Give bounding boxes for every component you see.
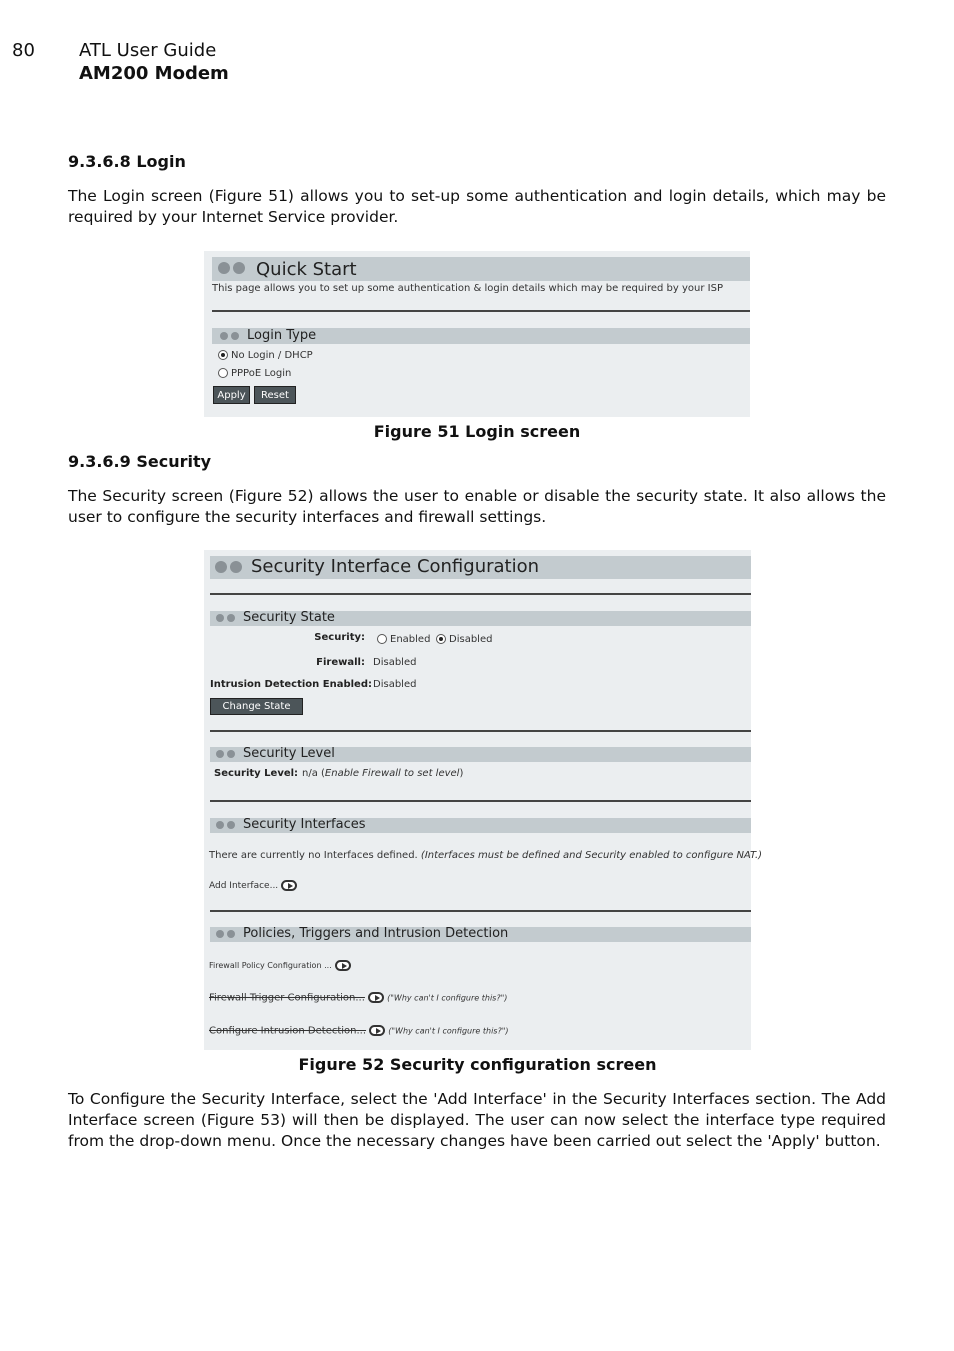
section-dots-icon xyxy=(216,930,235,938)
option-no-login[interactable]: No Login / DHCP xyxy=(218,350,313,361)
header-dots-icon xyxy=(218,262,245,274)
login-paragraph: The Login screen (Figure 51) allows you to set-up some authentication and login details, which may be required by your Internet Service provider. xyxy=(68,187,886,226)
section-dots-icon xyxy=(220,332,239,340)
option-pppoe[interactable]: PPPoE Login xyxy=(218,368,291,379)
page-number: 80 xyxy=(12,40,35,61)
section-dots-icon xyxy=(216,614,235,622)
divider xyxy=(212,310,750,312)
firewall-label: Firewall: xyxy=(316,657,365,668)
header-dots-icon xyxy=(215,561,242,573)
quick-start-subtitle: This page allows you to set up some authentication & login details which may be required by your ISP xyxy=(212,283,723,294)
security-enabled-radio[interactable]: Enabled xyxy=(377,634,430,645)
arrow-right-icon[interactable] xyxy=(335,960,351,971)
intrusion-label: Intrusion Detection Enabled: xyxy=(210,679,372,690)
divider xyxy=(210,593,751,595)
arrow-right-icon[interactable] xyxy=(369,1025,385,1036)
quick-start-title: Quick Start xyxy=(256,259,357,280)
figure-52-caption: Figure 52 Security configuration screen xyxy=(298,1055,657,1074)
intrusion-detection-link[interactable]: Configure Intrusion Detection... ("Why can't I configure this?") xyxy=(209,1025,509,1037)
guide-title: ATL User Guide xyxy=(79,40,217,61)
radio-icon[interactable] xyxy=(218,368,228,378)
divider xyxy=(210,910,751,912)
state-header: Security State xyxy=(243,610,335,625)
login-heading: 9.3.6.8 Login xyxy=(68,152,186,171)
apply-button[interactable]: Apply xyxy=(213,386,250,404)
radio-icon[interactable] xyxy=(377,634,387,644)
security-title: Security Interface Configuration xyxy=(251,556,540,577)
radio-selected-icon[interactable] xyxy=(436,634,446,644)
login-type-header: Login Type xyxy=(247,328,317,343)
level-value: n/a (Enable Firewall to set level) xyxy=(302,768,464,779)
section-dots-icon xyxy=(216,821,235,829)
no-interfaces-text: There are currently no Interfaces defined. (Interfaces must be defined and Security enabled to configure NAT.) xyxy=(209,850,763,861)
arrow-right-icon[interactable] xyxy=(281,880,297,891)
change-state-button[interactable]: Change State xyxy=(210,698,303,715)
level-header: Security Level xyxy=(243,746,335,761)
intrusion-value: Disabled xyxy=(373,679,417,690)
level-label: Security Level: xyxy=(214,768,299,779)
firewall-policy-link[interactable]: Firewall Policy Configuration ... xyxy=(209,960,351,971)
arrow-right-icon[interactable] xyxy=(368,992,384,1003)
policies-header: Policies, Triggers and Intrusion Detection xyxy=(243,926,509,941)
security-screenshot xyxy=(204,550,763,1050)
security-label: Security: xyxy=(314,632,365,643)
closing-paragraph: To Configure the Security Interface, select the 'Add Interface' in the Security Interfaces section. The Add Interface screen (Figure 53) will then be displayed. The user can now select the interface type required from the drop-down menu. Once the necessary changes have been carried out select the 'Apply' button. xyxy=(68,1090,886,1150)
firewall-value: Disabled xyxy=(373,657,417,668)
divider xyxy=(210,730,751,732)
interfaces-header: Security Interfaces xyxy=(243,817,366,832)
security-paragraph: The Security screen (Figure 52) allows the user to enable or disable the security state. It also allows the user to configure the security interfaces and firewall settings. xyxy=(68,487,886,526)
radio-selected-icon[interactable] xyxy=(218,350,228,360)
firewall-trigger-link[interactable]: Firewall Trigger Configuration... ("Why can't I configure this?") xyxy=(209,992,508,1004)
figure-51-caption: Figure 51 Login screen xyxy=(373,422,581,441)
login-screenshot xyxy=(204,251,750,417)
reset-button[interactable]: Reset xyxy=(254,386,296,404)
section-dots-icon xyxy=(216,750,235,758)
product-name: AM200 Modem xyxy=(79,63,229,84)
security-heading: 9.3.6.9 Security xyxy=(68,452,212,471)
divider xyxy=(210,800,751,802)
add-interface-link[interactable]: Add Interface... xyxy=(209,880,297,891)
security-disabled-radio[interactable]: Disabled xyxy=(436,634,492,645)
